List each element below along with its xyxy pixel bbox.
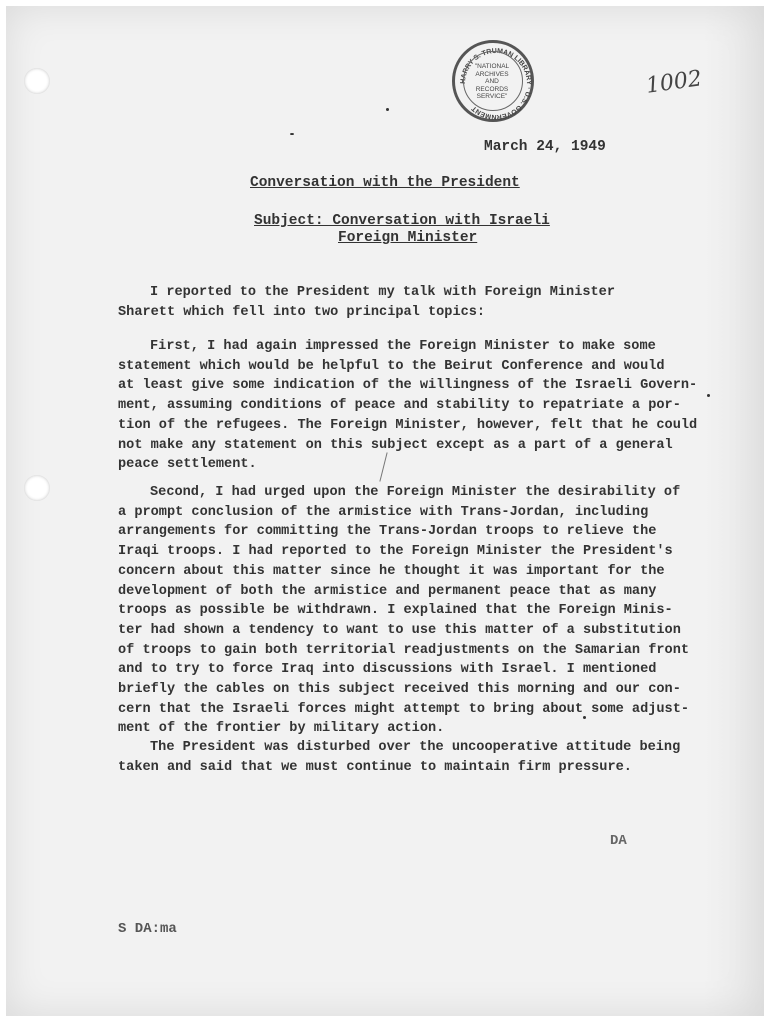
paragraph-intro (118, 283, 698, 322)
text-line: Second, I had urged upon the Foreign Minister the desirability of (150, 485, 681, 500)
text-line: tion of the refugees. The Foreign Minister, however, felt that he could (118, 417, 698, 433)
text-line: ment of the frontier by military action. (118, 721, 445, 737)
paragraph-second-topic (118, 483, 698, 739)
text-line: The President was disturbed over the uncooperative attitude being (150, 740, 681, 755)
text-line: Iraqi troops. I had reported to the Foreign Minister the President's (118, 544, 673, 560)
text-line: Sharett which fell into two principal topics: (118, 304, 486, 320)
reference-initials: S DA:ma (118, 921, 177, 937)
text-line: ment, assuming conditions of peace and stability to repatriate a por- (118, 398, 681, 414)
memo-date: March 24, 1949 (484, 139, 606, 155)
memo-subject-line-2: Foreign Minister (338, 230, 478, 246)
text-line: not make any statement on this subject except as a part of a general (118, 437, 673, 453)
svg-text:HARRY S. TRUMAN LIBRARY · U.S.: HARRY S. TRUMAN LIBRARY · U.S. GOVERNMENT (459, 47, 533, 121)
punch-hole-top (24, 68, 50, 94)
text-line: statement which would be helpful to the Beirut Conference and would (118, 358, 665, 374)
memo-title: Conversation with the President (250, 175, 520, 191)
text-line: a prompt conclusion of the armistice with Trans-Jordan, including (118, 504, 649, 520)
signature-initials: DA (610, 833, 627, 849)
archive-stamp (452, 40, 534, 122)
text-line: of troops to gain both territorial readjustments on the Samarian front (118, 642, 690, 658)
text-line: taken and said that we must continue to maintain firm pressure. (118, 759, 632, 775)
speck (707, 394, 710, 397)
punch-hole-middle (24, 475, 50, 501)
speck (386, 108, 389, 111)
paragraph-conclusion (118, 738, 698, 777)
page-shadow (704, 6, 764, 1016)
text-line: troops as possible be withdrawn. I explained that the Foreign Minis- (118, 603, 673, 619)
text-line: ter had shown a tendency to want to use this matter of a substitution (118, 622, 681, 638)
text-line: briefly the cables on this subject received this morning and our con- (118, 682, 681, 698)
paragraph-first-topic (118, 337, 698, 475)
stamp-center-text: "NATIONAL ARCHIVES AND RECORDS SERVICE" (474, 63, 510, 100)
memo-subject-line-1: Subject: Conversation with Israeli (254, 213, 550, 229)
text-line: and to try to force Iraq into discussions with Israel. I mentioned (118, 662, 657, 678)
handwritten-page-number: 1002 (644, 66, 704, 99)
text-line: concern about this matter since he thought it was important for the (118, 563, 665, 579)
text-line: development of both the armistice and permanent peace that as many (118, 583, 657, 599)
text-line: at least give some indication of the willingness of the Israeli Govern- (118, 378, 698, 394)
speck (290, 133, 294, 135)
text-line: arrangements for committing the Trans-Jordan troops to relieve the (118, 524, 657, 540)
text-line: First, I had again impressed the Foreign Minister to make some (150, 339, 656, 354)
text-line: peace settlement. (118, 457, 257, 473)
text-line: cern that the Israeli forces might attempt to bring about some adjust- (118, 701, 690, 717)
text-line: I reported to the President my talk with Foreign Minister (150, 285, 615, 300)
